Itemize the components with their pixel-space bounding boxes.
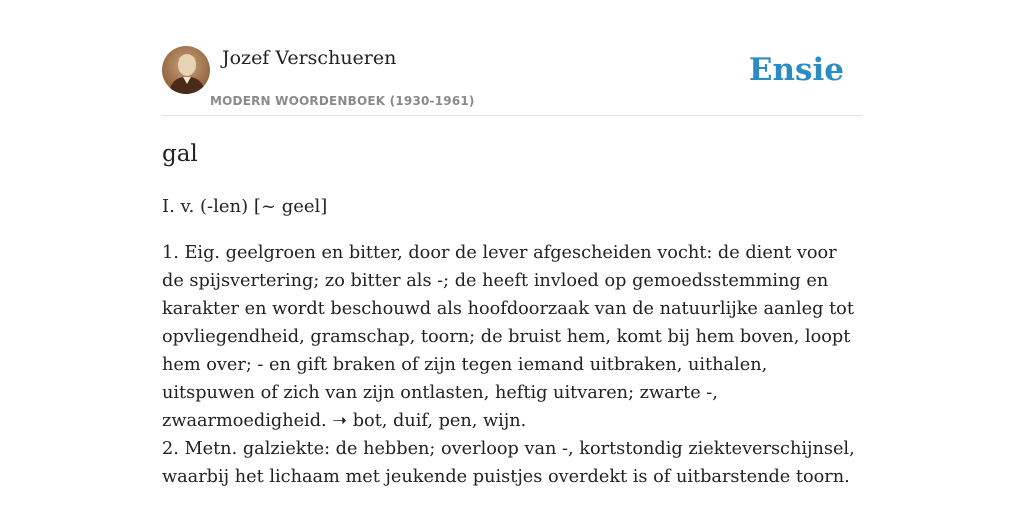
author-portrait-icon: [162, 46, 210, 94]
author-avatar[interactable]: [162, 46, 210, 94]
source-label[interactable]: MODERN WOORDENBOEK (1930-1961): [210, 94, 475, 108]
entry-term: gal: [162, 141, 198, 167]
entry-grammar: I. v. (-len) [~ geel]: [162, 196, 328, 217]
entry-definitions: [162, 239, 864, 491]
definition-item: 1. Eig. geelgroen en bitter, door de lever afgescheiden vocht: de dient voor de spijsvertering; zo bitter als -; de heeft invloed op gemoedsstemming en karakter en wordt beschouwd als hoofdoorzaak van de natuurlijke aanleg tot opvliegendheid, gramschap, toorn; de bruist hem, komt bij hem boven, loopt hem over; - en gift braken of zijn tegen iemand uitbraken, uithalen, uitspuwen of zich van zijn ontlasten, heftig uitvaren; zwarte -, zwaarmoedigheid. ➝ bot, duif, pen, wijn.: [162, 243, 854, 431]
brand-logo[interactable]: Ensie: [748, 52, 844, 88]
entry-header: [162, 44, 862, 116]
definition-item: 2. Metn. galziekte: de hebben; overloop van -, kortstondig ziekteverschijnsel, waarbij het lichaam met jeukende puistjes overdekt is of uitbarstende toorn.: [162, 439, 855, 487]
author-name[interactable]: Jozef Verschueren: [222, 47, 397, 69]
